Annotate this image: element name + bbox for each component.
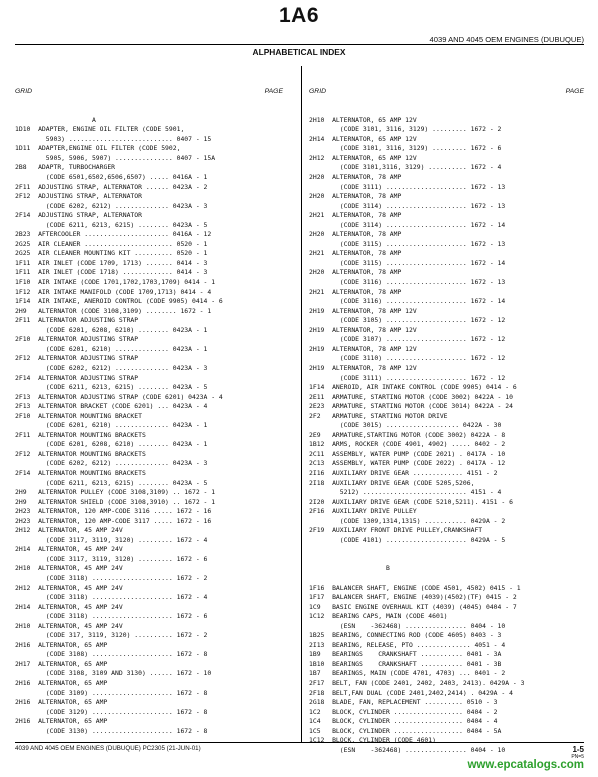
index-entry: 2G18 BLADE, FAN, REPLACEMENT .......... 0510 - 3 xyxy=(309,698,498,707)
index-entry: (CODE 3118) ..................... 1672 - 2 xyxy=(15,573,208,582)
index-entry: 2H9 ALTERNATOR PULLEY (CODE 3108,3109) .. 1672 - 1 xyxy=(15,488,216,497)
index-entry: 2F19 AUXILIARY FRONT DRIVE PULLEY,CRANKSHAFT xyxy=(309,526,483,535)
index-entry: (CODE 3114) ..................... 1672 - 13 xyxy=(309,201,506,210)
index-entry: 2H14 ALTERNATOR, 45 AMP 24V xyxy=(15,602,123,611)
index-entry: 2H16 ALTERNATOR, 65 AMP xyxy=(15,640,108,649)
grid-label: GRID xyxy=(15,88,32,96)
index-entry: 2E11 ARMATURE, STARTING MOTOR (CODE 3002) 0422A - 10 xyxy=(309,392,513,401)
page-sub-number: PN=5 xyxy=(571,754,584,760)
index-entry: 2E9 ARMATURE,STARTING MOTOR (CODE 3002) 0422A - 8 xyxy=(309,430,506,439)
index-entry: 2G25 AIR CLEANER ....................... 0520 - 1 xyxy=(15,239,208,248)
index-entry: 1C9 BASIC ENGINE OVERHAUL KIT (4039) (4045) 0404 - 7 xyxy=(309,602,517,611)
index-entry: 2H12 ALTERNATOR, 45 AMP 24V xyxy=(15,526,123,535)
index-entry: 2F12 ALTERNATOR MOUNTING BRACKETS xyxy=(15,449,146,458)
index-entry: 2E23 ARMATURE, STARTING MOTOR (CODE 3014) 0422A - 24 xyxy=(309,402,513,411)
index-entry: (CODE 3101, 3116, 3129) ......... 1672 - 6 xyxy=(309,144,502,153)
index-entry: (CODE 6201, 6210) .............. 0423A - 1 xyxy=(15,344,208,353)
index-entry: (CODE 3115) ..................... 1672 - 14 xyxy=(309,258,506,267)
column-divider xyxy=(301,66,302,742)
index-entry xyxy=(309,545,584,555)
index-entry: (CODE 3101, 3116, 3129) ......... 1672 - 2 xyxy=(309,125,502,134)
page-label: PAGE xyxy=(264,88,283,96)
right-column-header xyxy=(309,87,584,97)
watermark: www.epcatalogs.com xyxy=(467,759,584,771)
index-entry: 1F12 AIR INTAKE MANIFOLD (CODE 1709,1713) 0414 - 4 xyxy=(15,287,212,296)
index-entry: 2H21 ALTERNATOR, 78 AMP xyxy=(309,287,402,296)
index-entry: 5903) ........................... 0407 - 15 xyxy=(15,134,212,143)
index-entry: (CODE 3101,3116, 3129) .......... 1672 - 4 xyxy=(309,163,502,172)
index-entry: 2H14 ALTERNATOR, 65 AMP 12V xyxy=(309,134,417,143)
index-entry: (CODE 6201, 6208, 6210) ........ 0423A - 1 xyxy=(15,325,208,334)
index-entry: (CODE 3108, 3109 AND 3130) ...... 1672 - 10 xyxy=(15,669,212,678)
index-entry: 1B10 BEARINGS CRANKSHAFT ........... 0401 - 3B xyxy=(309,659,502,668)
index-entry: 2H10 ALTERNATOR, 45 AMP 24V xyxy=(15,621,123,630)
index-entry: 2H9 ALTERNATOR (CODE 3108,3109) ........ 1672 - 1 xyxy=(15,306,212,315)
index-entry xyxy=(309,574,584,584)
index-entry: (CODE 6202, 6212) .............. 0423A - 3 xyxy=(15,459,208,468)
index-entry: (CODE 4101) ..................... 0429A - 5 xyxy=(309,535,506,544)
index-entry: 1C12 BLOCK, CYLINDER (CODE 4601) xyxy=(309,736,436,745)
index-entry: (CODE 3111) ..................... 1672 - 12 xyxy=(309,373,506,382)
document-title: 4039 AND 4045 OEM ENGINES (DUBUQUE) xyxy=(429,35,584,44)
index-entry: 2B8 ADAPTR, TURBOCHARGER xyxy=(15,163,116,172)
page-number: 1-5 xyxy=(572,745,584,754)
index-entry: (CODE 3116) ..................... 1672 - 13 xyxy=(309,278,506,287)
index-entry: 2F12 ADJUSTING STRAP, ALTERNATOR xyxy=(15,192,142,201)
index-entry: (CODE 3108) ..................... 1672 - 8 xyxy=(15,650,208,659)
index-entry: 1F14 ANEROID, AIR INTAKE CONTROL (CODE 9905) 0414 - 6 xyxy=(309,383,517,392)
index-entry: 2H21 ALTERNATOR, 78 AMP xyxy=(309,249,402,258)
index-entry: 2I13 BEARING, RELEASE, PTO .............. 4051 - 4 xyxy=(309,640,506,649)
index-entry: 2H10 ALTERNATOR, 65 AMP 12V xyxy=(309,115,417,124)
index-entry: 2H21 ALTERNATOR, 78 AMP xyxy=(309,211,402,220)
index-entry: 2F13 ALTERNATOR BRACKET (CODE 6201) ... 0423A - 4 xyxy=(15,402,208,411)
index-entry: (CODE 3107) ..................... 1672 - 12 xyxy=(309,335,506,344)
footer-divider xyxy=(15,742,584,743)
index-entry: (CODE 3105) ..................... 1672 - 12 xyxy=(309,316,506,325)
index-entry: (CODE 3130) ..................... 1672 - 8 xyxy=(15,726,208,735)
index-entry: 2F10 ALTERNATOR MOUNTING BRACKET xyxy=(15,411,142,420)
index-entry: (CODE 3118) ..................... 1672 - 6 xyxy=(15,612,208,621)
index-entry: 1B25 BEARING, CONNECTING ROD (CODE 4605) 0403 - 3 xyxy=(309,631,502,640)
index-entry: 2H20 ALTERNATOR, 78 AMP xyxy=(309,192,402,201)
index-entry: 5905, 5906, 5907) ............... 0407 - 15A xyxy=(15,153,216,162)
index-entry: 1B9 BEARINGS CRANKSHAFT ........... 0401 - 3A xyxy=(309,650,502,659)
index-entry: (CODE 3116) ..................... 1672 - 14 xyxy=(309,297,506,306)
index-entry: (CODE 6211, 6213, 6215) ........ 0423A - 5 xyxy=(15,478,208,487)
index-entry: (CODE 3117, 3119, 3120) ......... 1672 - 4 xyxy=(15,535,208,544)
index-entry: 2H17 ALTERNATOR, 65 AMP xyxy=(15,659,108,668)
index-entry: 1D10 ADAPTER, ENGINE OIL FILTER (CODE 5901, xyxy=(15,125,185,134)
index-entry: 2F2 ARMATURE, STARTING MOTOR DRIVE xyxy=(309,411,448,420)
index-entry: (ESN -362468) ................ 0404 - 10 xyxy=(309,621,506,630)
index-entry: 2H10 ALTERNATOR, 45 AMP 24V xyxy=(15,564,123,573)
index-entry: 2G25 AIR CLEANER MOUNTING KIT .......... 0520 - 1 xyxy=(15,249,208,258)
right-index-list xyxy=(309,116,584,756)
index-entry: (CODE 3015) ................... 0422A - 30 xyxy=(309,421,502,430)
index-entry: (CODE 6211, 6213, 6215) ........ 0423A - 5 xyxy=(15,220,208,229)
index-entry: (CODE 6501,6502,6506,6507) ..... 0416A - 1 xyxy=(15,173,208,182)
index-entry: 1F11 AIR INLET (CODE 1718) ............. 0414 - 3 xyxy=(15,268,208,277)
index-entry: 2H23 ALTERNATOR, 120 AMP-CODE 3117 ..... 1672 - 16 xyxy=(15,516,212,525)
page-label: PAGE xyxy=(565,88,584,96)
index-entry: 2H14 ALTERNATOR, 45 AMP 24V xyxy=(15,545,123,554)
right-column xyxy=(309,68,584,765)
index-entry: 2F16 AUXILIARY DRIVE PULLEY xyxy=(309,507,417,516)
index-entry: 2F13 ALTERNATOR ADJUSTING STRAP (CODE 6201) 0423A - 4 xyxy=(15,392,223,401)
index-entry: 2H19 ALTERNATOR, 78 AMP 12V xyxy=(309,325,417,334)
index-entry: 1C4 BLOCK, CYLINDER .................. 0404 - 4 xyxy=(309,717,498,726)
index-entry: 2C11 ASSEMBLY, WATER PUMP (CODE 2021) . 0417A - 10 xyxy=(309,449,506,458)
index-entry: 2H23 ALTERNATOR, 120 AMP-CODE 3116 ..... 1672 - 16 xyxy=(15,507,212,516)
index-entry: B xyxy=(309,564,390,573)
page-id: 1A6 xyxy=(278,4,320,27)
index-entry: (CODE 3118) ..................... 1672 - 4 xyxy=(15,593,208,602)
index-entry: 2I18 AUXILIARY DRIVE GEAR (CODE 5205,5206, xyxy=(309,478,475,487)
index-entry: 2H16 ALTERNATOR, 65 AMP xyxy=(15,717,108,726)
index-entry: 2H20 ALTERNATOR, 78 AMP xyxy=(309,268,402,277)
index-entry: (ESN -362468) ................ 0404 - 10 xyxy=(309,745,506,754)
index-entry: 1B7 BEARINGS, MAIN (CODE 4701, 4703) ... 0401 - 2 xyxy=(309,669,506,678)
index-entry: 2F11 ALTERNATOR ADJUSTING STRAP xyxy=(15,316,139,325)
index-entry: 2F11 ADJUSTING STRAP, ALTERNATOR ...... 0423A - 2 xyxy=(15,182,208,191)
index-entry: (CODE 3129) ..................... 1672 - 8 xyxy=(15,707,208,716)
index-entry: 1C12 BEARING CAPS, MAIN (CODE 4601) xyxy=(309,612,448,621)
index-entry: 1F14 AIR INTAKE, ANEROID CONTROL (CODE 9905) 0414 - 6 xyxy=(15,297,223,306)
index-entry: 1F16 BALANCER SHAFT, ENGINE (CODE 4501, 4502) 0415 - 1 xyxy=(309,583,521,592)
index-entry: 2H20 ALTERNATOR, 78 AMP xyxy=(309,173,402,182)
index-entry: 1B12 ARMS, ROCKER (CODE 4901, 4902) ..... 0402 - 2 xyxy=(309,440,506,449)
footer-text: 4039 AND 4045 OEM ENGINES (DUBUQUE) PC2305 (21-JUN-01) xyxy=(15,745,201,752)
index-entry: 2C13 ASSEMBLY, WATER PUMP (CODE 2022) . 0417A - 12 xyxy=(309,459,506,468)
index-entry xyxy=(309,555,584,565)
index-entry: 5212) ........................... 4151 - 4 xyxy=(309,488,502,497)
index-entry: 2H16 ALTERNATOR, 65 AMP xyxy=(15,679,108,687)
index-entry: A xyxy=(15,115,96,124)
header-divider xyxy=(15,44,584,45)
index-entry: 2I20 AUXILIARY DRIVE GEAR (CODE 5210,5211). 4151 - 6 xyxy=(309,497,513,506)
index-entry: (CODE 3114) ..................... 1672 - 14 xyxy=(309,220,506,229)
index-title: ALPHABETICAL INDEX xyxy=(252,47,346,57)
index-entry: 2H19 ALTERNATOR, 78 AMP 12V xyxy=(309,363,417,372)
index-entry: 2F18 BELT,FAN DUAL (CODE 2401,2402,2414) . 0429A - 4 xyxy=(309,688,513,697)
index-entry: (CODE 3110) ..................... 1672 - 12 xyxy=(309,354,506,363)
index-entry: (CODE 3117, 3119, 3120) ......... 1672 - 6 xyxy=(15,554,208,563)
left-column-header xyxy=(15,87,283,97)
index-entry: (CODE 6202, 6212) .............. 0423A - 3 xyxy=(15,363,208,372)
index-entry: 2H9 ALTERNATOR SHIELD (CODE 3108,3910) .. 1672 - 1 xyxy=(15,497,216,506)
index-entry: (CODE 3115) ..................... 1672 - 13 xyxy=(309,239,506,248)
index-entry: 2F14 ALTERNATOR ADJUSTING STRAP xyxy=(15,373,139,382)
index-entry: (CODE 6202, 6212) .............. 0423A - 3 xyxy=(15,201,208,210)
index-entry: 2F12 ALTERNATOR ADJUSTING STRAP xyxy=(15,354,139,363)
index-entry: (CODE 317, 3119, 3120) .......... 1672 - 2 xyxy=(15,631,208,640)
index-entry: (CODE 3111) ..................... 1672 - 13 xyxy=(309,182,506,191)
index-entry: 1F10 AIR INTAKE (CODE 1701,1702,1703,1709) 0414 - 1 xyxy=(15,278,216,287)
index-entry: 2F14 ADJUSTING STRAP, ALTERNATOR xyxy=(15,211,142,220)
index-entry: 2H19 ALTERNATOR, 78 AMP 12V xyxy=(309,344,417,353)
index-entry: (CODE 1309,1314,1315) ........... 0429A - 2 xyxy=(309,516,506,525)
index-entry: 2H20 ALTERNATOR, 78 AMP xyxy=(309,230,402,239)
index-entry: 2H19 ALTERNATOR, 78 AMP 12V xyxy=(309,306,417,315)
left-index-list xyxy=(15,116,283,737)
index-entry: 2H16 ALTERNATOR, 65 AMP xyxy=(15,698,108,707)
index-entry: (CODE 3109) ..................... 1672 - 8 xyxy=(15,688,208,697)
index-entry: 1C5 BLOCK, CYLINDER .................. 0404 - 5A xyxy=(309,726,502,735)
index-entry: (CODE 6201, 6210) .............. 0423A - 1 xyxy=(15,421,208,430)
index-entry: 2I16 AUXILIARY DRIVE GEAR ............. 4151 - 2 xyxy=(309,468,498,477)
index-entry: 1C2 BLOCK, CYLINDER .................. 0404 - 2 xyxy=(309,707,498,716)
index-entry: (CODE 6201, 6208, 6210) ........ 0423A - 1 xyxy=(15,440,208,449)
index-entry: 1D11 ADAPTER,ENGINE OIL FILTER (CODE 5902, xyxy=(15,144,181,153)
left-column xyxy=(15,68,283,746)
index-entry: 2F14 ALTERNATOR MOUNTING BRACKETS xyxy=(15,468,146,477)
index-entry: 1F17 BALANCER SHAFT, ENGINE (4039)(4502)(TF) 0415 - 2 xyxy=(309,593,517,602)
index-entry: 2F10 ALTERNATOR ADJUSTING STRAP xyxy=(15,335,139,344)
index-entry: 1F11 AIR INLET (CODE 1709, 1713) ....... 0414 - 3 xyxy=(15,258,208,267)
index-entry: 2H12 ALTERNATOR, 45 AMP 24V xyxy=(15,583,123,592)
grid-label: GRID xyxy=(309,88,326,96)
index-entry: 2F17 BELT, FAN (CODE 2401, 2402, 2403, 2413). 0429A - 3 xyxy=(309,679,525,687)
index-entry: 2F11 ALTERNATOR MOUNTING BRACKETS xyxy=(15,430,146,439)
index-entry: 2B23 AFTERCOOLER ...................... 0416A - 12 xyxy=(15,230,212,239)
index-entry: 2H12 ALTERNATOR, 65 AMP 12V xyxy=(309,153,417,162)
index-entry: (CODE 6211, 6213, 6215) ........ 0423A - 5 xyxy=(15,383,208,392)
